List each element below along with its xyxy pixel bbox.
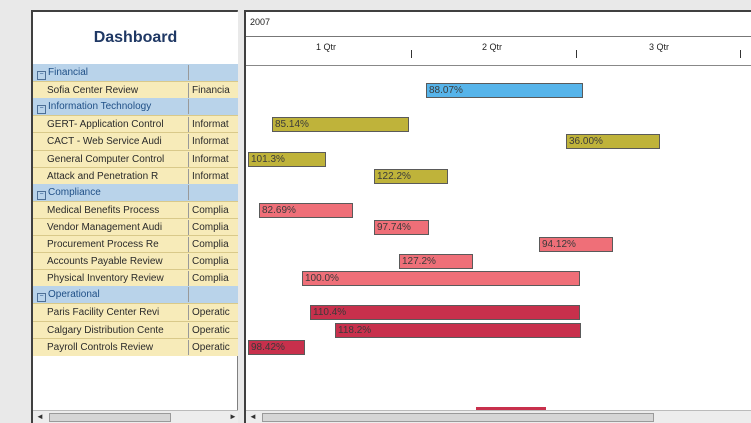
gantt-bar[interactable]: 94.12% (539, 237, 613, 252)
task-name: Vendor Management Audi (47, 221, 163, 233)
timeline-year: 2007 (250, 17, 271, 27)
gantt-bar[interactable]: 118.2% (335, 323, 581, 338)
task-row[interactable] (33, 150, 238, 168)
task-category: Complia (192, 204, 229, 216)
task-category: Operatic (192, 341, 230, 353)
task-category: Operatic (192, 324, 230, 336)
collapse-icon[interactable]: − (37, 293, 46, 302)
group-row[interactable] (33, 64, 238, 81)
task-row[interactable] (33, 321, 238, 339)
gantt-bar[interactable]: 36.00% (566, 134, 660, 149)
task-row[interactable] (33, 303, 238, 321)
gantt-bar[interactable]: 127.2% (399, 254, 473, 269)
gantt-bar[interactable]: 110.4% (310, 305, 580, 320)
quarter-label: 1 Qtr (316, 42, 337, 52)
quarter-tick (411, 50, 412, 58)
gantt-bar[interactable]: 101.3% (248, 152, 326, 167)
group-row[interactable] (33, 286, 238, 303)
task-grid-panel (31, 10, 238, 423)
group-row[interactable] (33, 184, 238, 201)
grid-horizontal-scrollbar[interactable] (33, 410, 238, 423)
quarter-label: 2 Qtr (482, 42, 503, 52)
task-name: Physical Inventory Review (47, 273, 164, 285)
gantt-bar[interactable]: 88.07% (426, 83, 583, 98)
task-row[interactable] (33, 201, 238, 219)
task-name: Procurement Process Re (47, 239, 159, 250)
task-row[interactable] (33, 167, 238, 185)
task-name: GERT- Application Control (47, 119, 164, 131)
task-row[interactable] (33, 235, 238, 253)
timeline-divider (246, 36, 751, 37)
task-name: Accounts Payable Review (47, 256, 163, 268)
task-category: Informat (192, 119, 229, 131)
group-row[interactable] (33, 98, 238, 115)
task-row[interactable] (33, 115, 238, 133)
gantt-bar[interactable]: 85.14% (272, 117, 409, 132)
task-category (189, 99, 236, 114)
task-name: Paris Facility Center Revi (47, 307, 160, 319)
task-name: Medical Benefits Process (47, 204, 160, 216)
gantt-bar[interactable]: 82.69% (259, 203, 353, 218)
task-category (189, 185, 236, 200)
task-name: Payroll Controls Review (47, 341, 154, 353)
quarter-tick (740, 50, 741, 58)
task-row[interactable] (33, 81, 238, 99)
group-label: Financial (48, 67, 89, 78)
task-category: Complia (192, 221, 229, 233)
task-row[interactable] (33, 269, 238, 287)
task-name: CACT - Web Service Audi (47, 136, 162, 148)
task-row[interactable] (33, 338, 238, 356)
task-row[interactable] (33, 132, 238, 150)
gantt-bar[interactable]: 97.74% (374, 220, 429, 235)
scroll-right-arrow-icon[interactable]: ► (229, 412, 237, 421)
task-category (189, 287, 236, 302)
task-category: Informat (192, 153, 229, 165)
collapse-icon[interactable]: − (37, 105, 46, 114)
task-category: Complia (192, 273, 229, 285)
dashboard-title: Dashboard (33, 12, 238, 65)
scroll-left-arrow-icon[interactable]: ◄ (36, 412, 44, 421)
task-category: Complia (192, 256, 229, 268)
group-label: Operational (48, 289, 100, 301)
timeline-header-border (246, 65, 751, 66)
scroll-left-arrow-icon[interactable]: ◄ (249, 412, 257, 421)
group-label: Information Technology (48, 101, 152, 113)
task-name: Attack and Penetration R (47, 170, 159, 182)
task-row[interactable] (33, 252, 238, 270)
chart-horizontal-scrollbar[interactable] (246, 410, 751, 423)
group-label: Compliance (48, 186, 101, 198)
task-row[interactable] (33, 218, 238, 236)
task-category: Informat (192, 136, 229, 148)
task-category: Operatic (192, 307, 230, 319)
gantt-chart-panel (244, 10, 751, 423)
task-name: Calgary Distribution Cente (47, 324, 164, 336)
quarter-label: 3 Qtr (649, 42, 670, 52)
chart-scroll-thumb[interactable] (262, 413, 654, 422)
task-name: Sofia Center Review (47, 85, 139, 97)
collapse-icon[interactable]: − (37, 191, 46, 200)
quarter-tick (576, 50, 577, 58)
gantt-bar[interactable]: 100.0% (302, 271, 580, 286)
grid-scroll-thumb[interactable] (49, 413, 171, 422)
task-category: Informat (192, 170, 229, 182)
gantt-bar[interactable]: 98.42% (248, 340, 305, 355)
collapse-icon[interactable]: − (37, 71, 46, 80)
task-category (189, 65, 236, 80)
task-name: General Computer Control (47, 153, 165, 165)
task-category: Complia (192, 239, 229, 250)
task-category: Financia (192, 85, 230, 97)
gantt-bar[interactable]: 122.2% (374, 169, 448, 184)
